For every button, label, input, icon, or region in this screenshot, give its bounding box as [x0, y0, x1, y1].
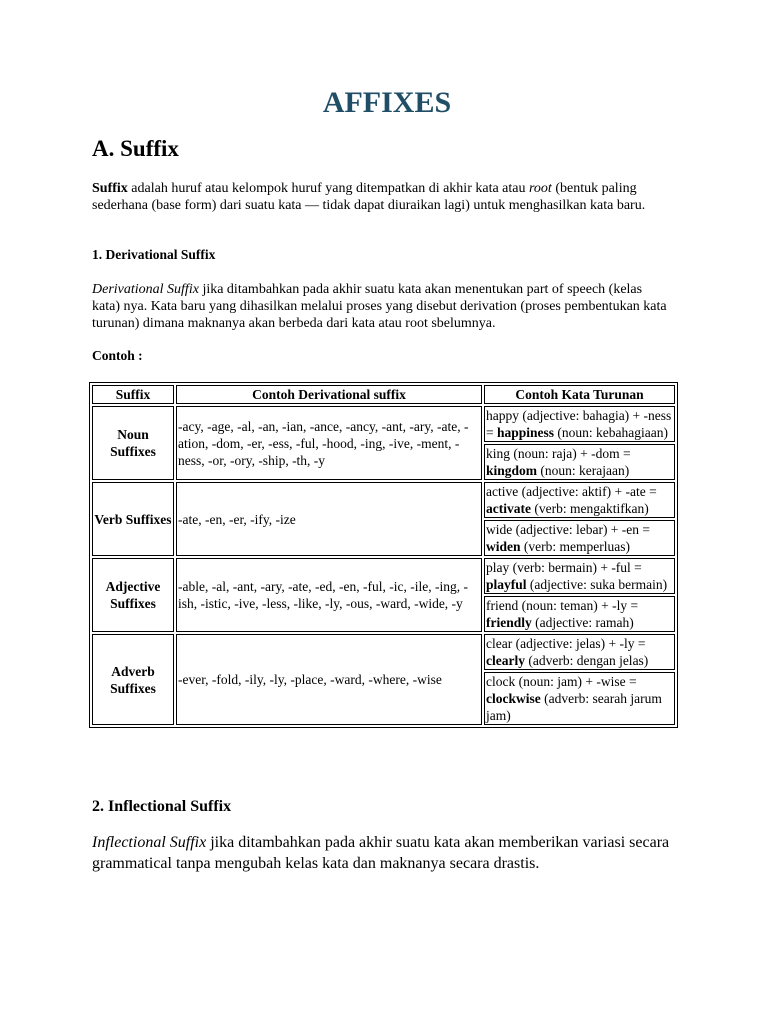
- group-label: Adjective Suffixes: [92, 558, 174, 632]
- suffix-list: -able, -al, -ant, -ary, -ate, -ed, -en, -ful, -ic, -ile, -ing, -ish, -istic, -ive, -less, -like, -ly, -ous, -ward, -wide, -y: [176, 558, 482, 632]
- header-suffix: Suffix: [92, 385, 174, 404]
- intro-text-1: adalah huruf atau kelompok huruf yang ditempatkan di akhir kata atau: [127, 181, 529, 196]
- contoh-label: Contoh :: [92, 348, 143, 363]
- derivational-paragraph: [92, 281, 672, 332]
- example-cell: clock (noun: jam) + -wise = clockwise (adverb: searah jarum jam): [484, 672, 675, 725]
- example-cell: king (noun: raja) + -dom = kingdom (noun: kerajaan): [484, 444, 675, 480]
- inflectional-text: jika ditambahkan pada akhir suatu kata akan memberikan variasi secara grammatical tanpa mengubah kelas kata dan maknanya secara drastis.: [92, 834, 670, 872]
- suffix-list: -acy, -age, -al, -an, -ian, -ance, -ancy, -ant, -ary, -ate, -ation, -dom, -er, -ess, -ful, -hood, -ing, -ive, -ment, -ness, -or, -ory, -ship, -th, -y: [176, 406, 482, 480]
- intro-root-term: root: [529, 181, 552, 196]
- group-label: Noun Suffixes: [92, 406, 174, 480]
- section-heading-suffix: A. Suffix: [92, 136, 179, 161]
- table-row: [92, 406, 675, 442]
- derivational-heading: 1. Derivational Suffix: [92, 247, 216, 262]
- intro-text-2: (bentuk paling sederhana (base form) dari suatu kata — tidak dapat diuraikan lagi) untuk menghasilkan kata baru.: [92, 181, 646, 213]
- inflectional-heading: 2. Inflectional Suffix: [92, 798, 232, 815]
- intro-term: Suffix: [92, 181, 128, 196]
- derivational-term: Derivational Suffix: [92, 282, 199, 297]
- example-cell: play (verb: bermain) + -ful = playful (adjective: suka bermain): [484, 558, 675, 594]
- table-header-row: [92, 385, 675, 404]
- example-cell: friend (noun: teman) + -ly = friendly (adjective: ramah): [484, 596, 675, 632]
- table-row: [92, 558, 675, 594]
- table-row: [92, 634, 675, 670]
- page-title: AFFIXES: [322, 86, 452, 119]
- example-cell: active (adjective: aktif) + -ate = activate (verb: mengaktifkan): [484, 482, 675, 518]
- intro-paragraph: [92, 180, 672, 214]
- group-label: Verb Suffixes: [92, 482, 174, 556]
- group-label: Adverb Suffixes: [92, 634, 174, 725]
- inflectional-term: Inflectional Suffix: [92, 834, 207, 851]
- suffix-list: -ate, -en, -er, -ify, -ize: [176, 482, 482, 556]
- example-cell: wide (adjective: lebar) + -en = widen (verb: memperluas): [484, 520, 675, 556]
- table-row: [92, 482, 675, 518]
- header-derivational: Contoh Derivational suffix: [176, 385, 482, 404]
- inflectional-paragraph: [92, 832, 682, 874]
- example-cell: happy (adjective: bahagia) + -ness = happiness (noun: kebahagiaan): [484, 406, 675, 442]
- derivational-text: jika ditambahkan pada akhir suatu kata akan menentukan part of speech (kelas kata) nya. Kata baru yang dihasilkan melalui proses yang disebut derivation (proses pembentukan kata turunan) dimana maknanya akan berbeda dari kata atau root sbelumnya.: [92, 282, 667, 331]
- suffix-table: [89, 382, 678, 728]
- suffix-list: -ever, -fold, -ily, -ly, -place, -ward, -where, -wise: [176, 634, 482, 725]
- header-kata-turunan: Contoh Kata Turunan: [484, 385, 675, 404]
- example-cell: clear (adjective: jelas) + -ly = clearly (adverb: dengan jelas): [484, 634, 675, 670]
